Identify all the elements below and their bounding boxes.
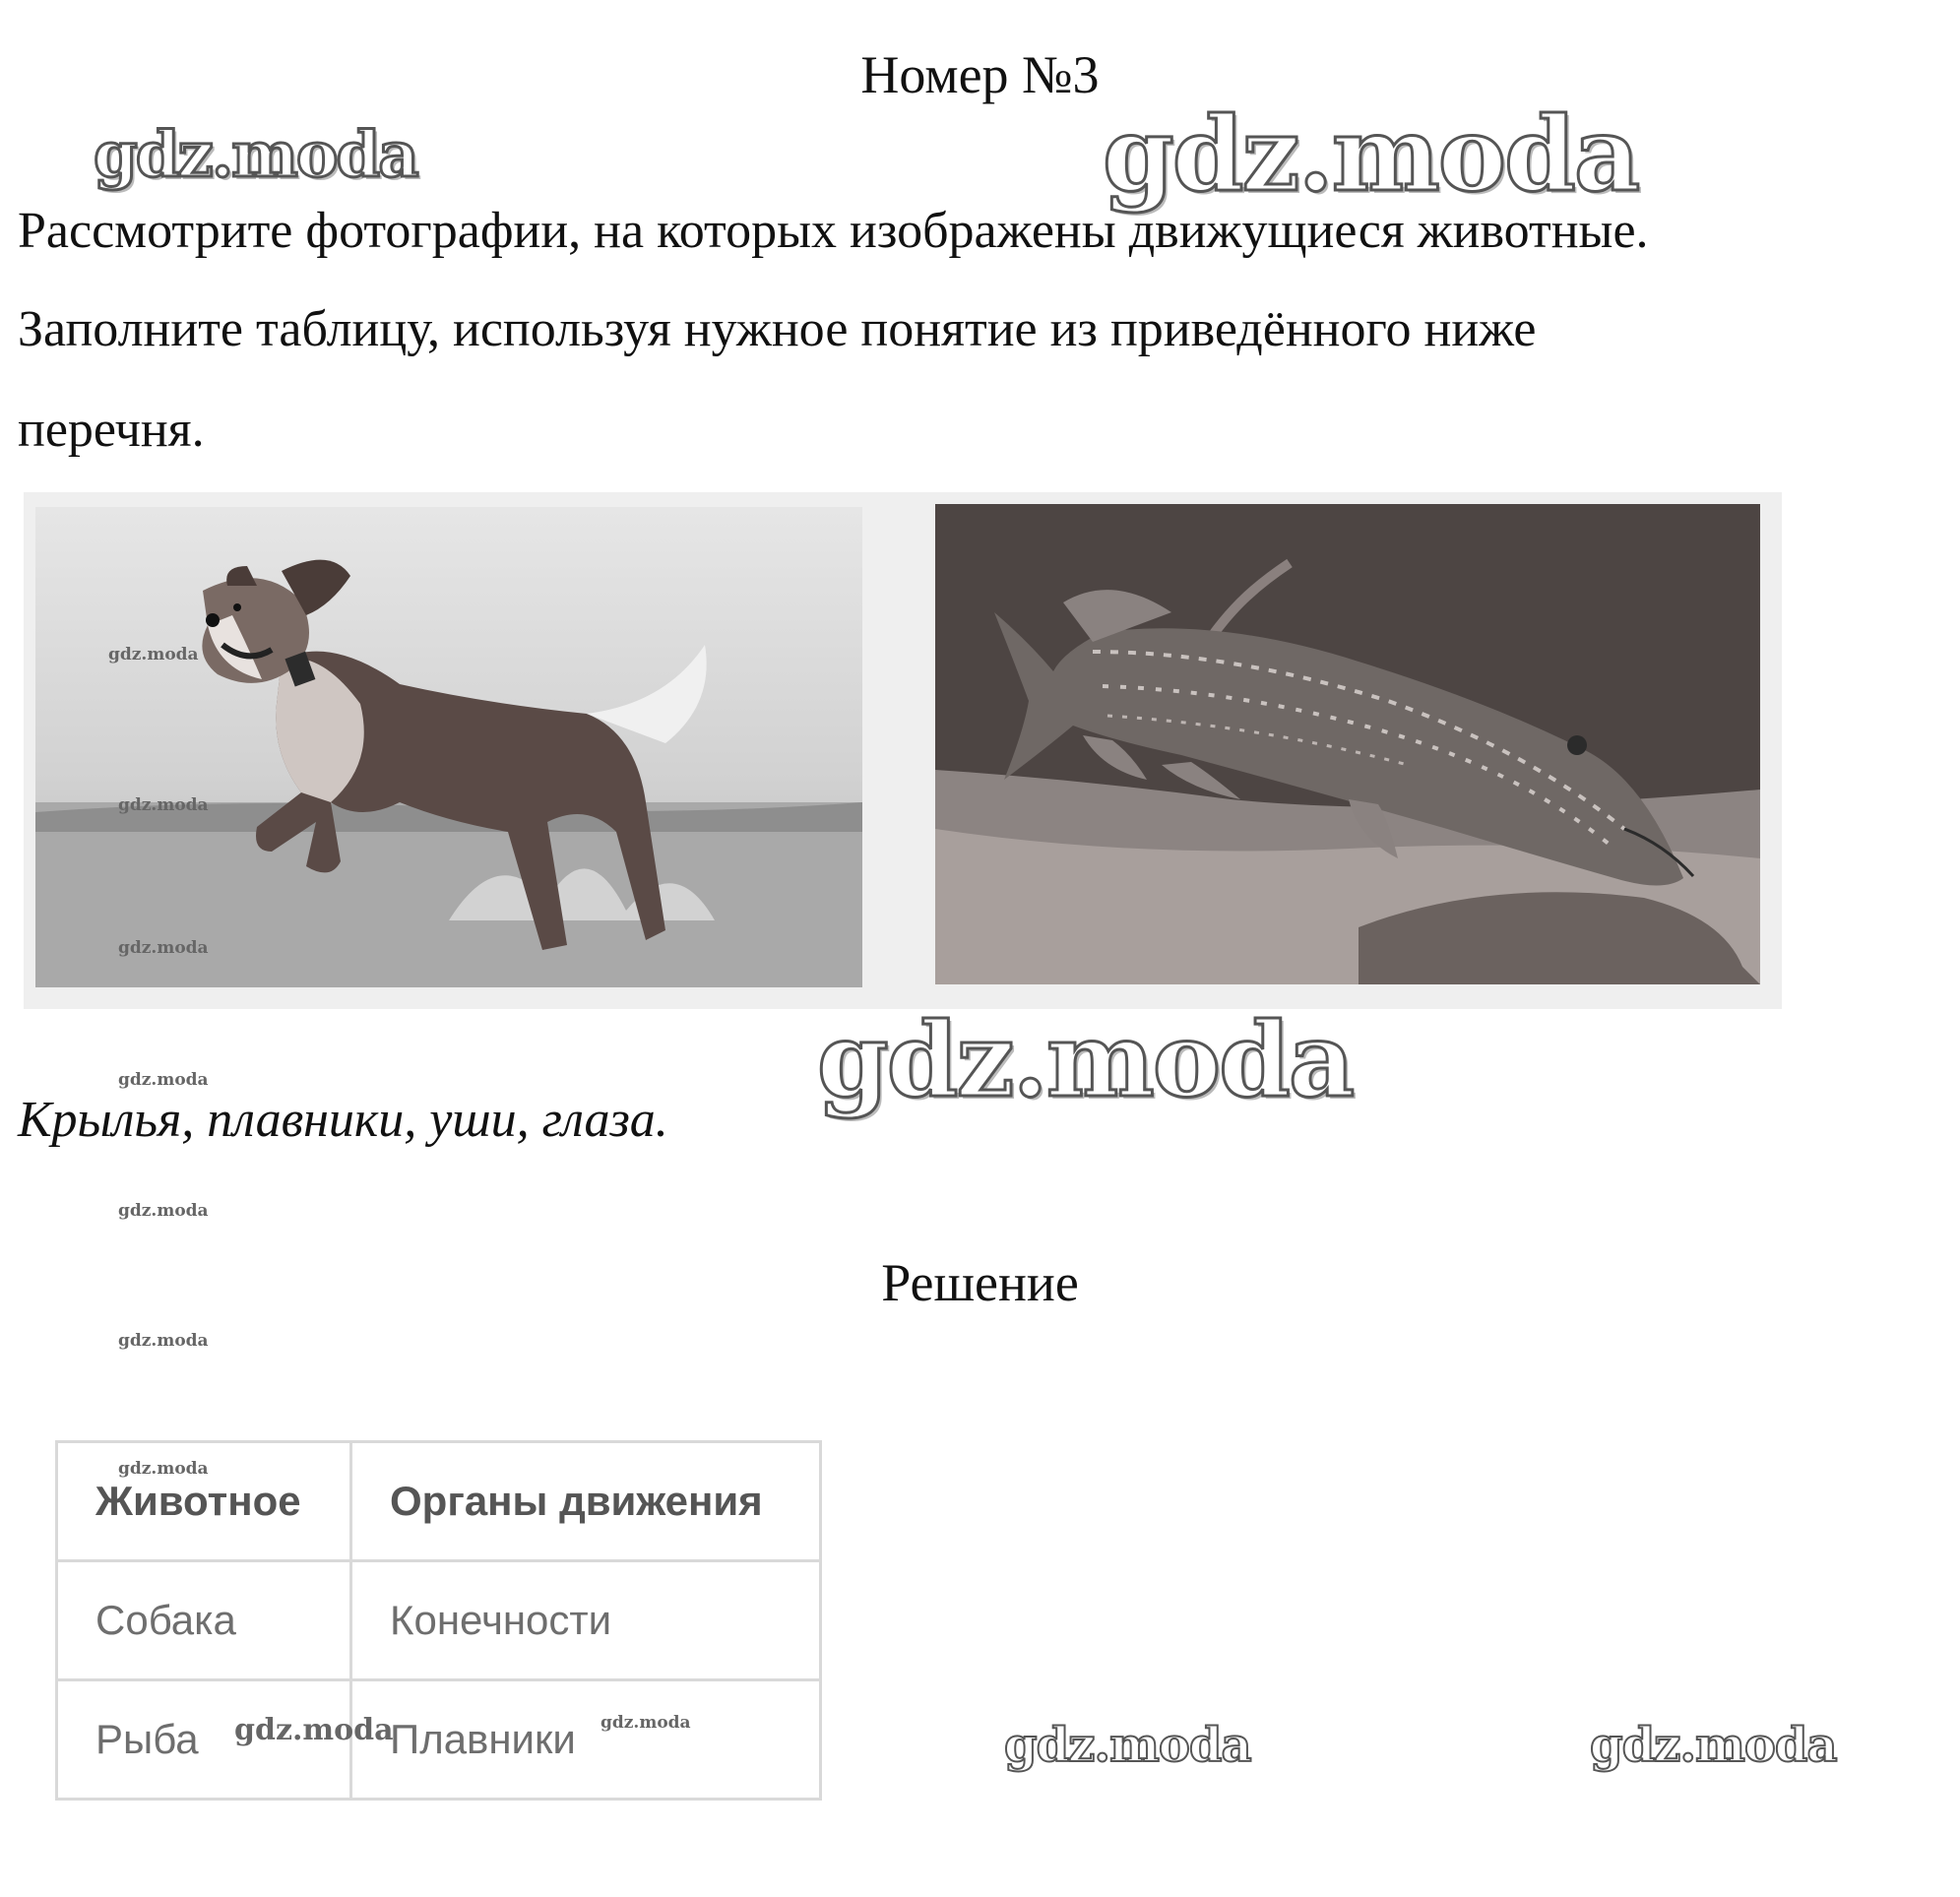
- watermark: gdz.moda: [94, 118, 417, 192]
- watermark: gdz.moda: [108, 645, 199, 664]
- table-cell: Собака: [57, 1561, 351, 1680]
- watermark: gdz.moda: [118, 1070, 209, 1090]
- watermark: gdz.moda: [234, 1713, 394, 1747]
- solution-title: Решение: [881, 1253, 1079, 1312]
- table-cell: Конечности: [351, 1561, 821, 1680]
- options-list: Крылья, плавники, уши, глаза.: [18, 1092, 668, 1148]
- task-text-line-1: Рассмотрите фотографии, на которых изображены движущиеся животные.: [18, 203, 1649, 259]
- table-header-cell: Органы движения: [351, 1442, 821, 1561]
- watermark: gdz.moda: [817, 999, 1354, 1120]
- table-cell: Рыба: [57, 1680, 351, 1800]
- table-row: [57, 1680, 821, 1800]
- watermark: gdz.moda: [601, 1713, 691, 1733]
- page-title: Номер №3: [860, 45, 1100, 104]
- task-text-line-2: Заполните таблицу, используя нужное понятие из приведённого ниже: [18, 301, 1537, 357]
- watermark: gdz.moda: [118, 795, 209, 815]
- pike-fish-photo: [935, 504, 1760, 984]
- watermark: gdz.moda: [118, 1201, 209, 1221]
- table-cell: Плавники: [351, 1680, 821, 1800]
- task-text-line-3: перечня.: [18, 402, 205, 458]
- watermark: gdz.moda: [1004, 1718, 1251, 1773]
- watermark: gdz.moda: [118, 1459, 209, 1479]
- watermark: gdz.moda: [118, 938, 209, 958]
- table-row: [57, 1561, 821, 1680]
- table-header-cell: Животное: [57, 1442, 351, 1561]
- dog-photo: [35, 507, 862, 987]
- watermark: gdz.moda: [118, 1331, 209, 1351]
- answer-table: [55, 1440, 822, 1801]
- watermark: gdz.moda: [1103, 94, 1639, 215]
- table-header-row: [57, 1442, 821, 1561]
- watermark: gdz.moda: [1590, 1718, 1837, 1773]
